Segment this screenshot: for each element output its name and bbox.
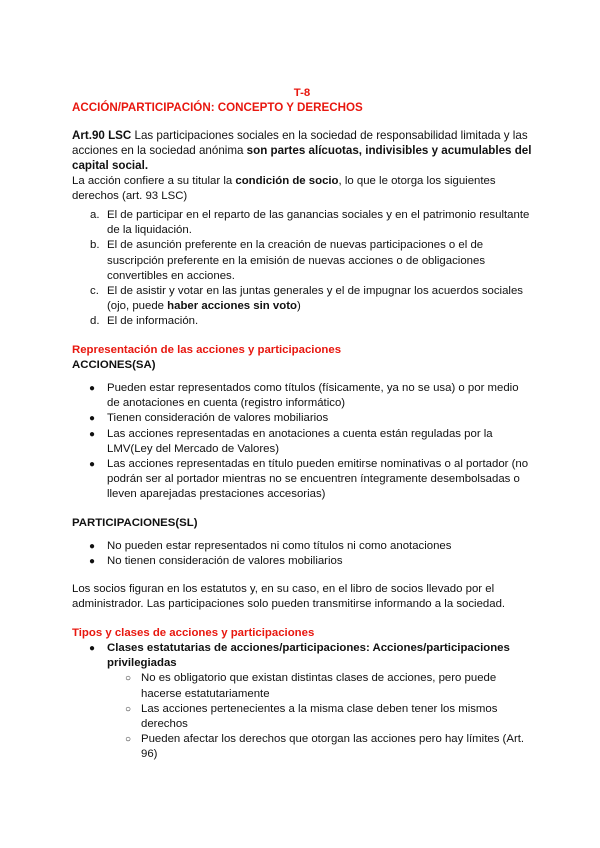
page-title: ACCIÓN/PARTICIPACIÓN: CONCEPTO Y DERECHOS	[72, 101, 363, 114]
circle-bullet-icon: ○	[125, 734, 132, 746]
participaciones-list	[72, 539, 532, 569]
list-item	[90, 284, 532, 314]
sub-list-item	[125, 671, 532, 701]
participaciones-heading: PARTICIPACIONES(SL)	[72, 516, 198, 529]
list-item	[89, 539, 532, 554]
intro-paragraph	[72, 128, 532, 174]
sub-list-item	[125, 702, 532, 732]
topic-code: T-8	[293, 87, 311, 99]
bullet-icon: ●	[89, 540, 96, 552]
list-item	[90, 238, 532, 284]
list-item-text-end: )	[296, 300, 301, 313]
bullet-icon: ●	[89, 642, 96, 654]
list-item	[89, 457, 532, 503]
socio-paragraph	[72, 174, 532, 204]
list-item-text: No pueden estar representados ni como títulos ni como anotaciones	[107, 539, 452, 552]
circle-bullet-icon: ○	[125, 703, 132, 715]
list-item	[89, 411, 532, 426]
list-item-bold: haber acciones sin voto	[167, 300, 297, 313]
list-item-text: No tienen consideración de valores mobiliarios	[107, 555, 343, 568]
sub-list-item	[125, 732, 532, 762]
intro-text-3: , lo que le otorga los siguientes derechos (art. 93 LSC)	[72, 174, 496, 202]
bullet-icon: ●	[89, 428, 96, 440]
intro-text-2: La acción confiere a su titular la	[72, 174, 236, 187]
bullet-icon: ●	[89, 556, 96, 568]
article-label: Art.90 LSC	[72, 129, 132, 142]
socios-paragraph: Los socios figuran en los estatutos y, en su caso, en el libro de socios llevado por el administrador. Las participaciones solo pueden transmitirse informando a la sociedad.	[72, 583, 506, 611]
list-marker: d.	[90, 315, 100, 328]
list-item-text: El de asunción preferente en la creación de nuevas participaciones o el de suscripción preferente en la emisión de nuevas acciones o de obligaciones convertibles en acciones.	[107, 239, 486, 282]
intro-bold-2: condición de socio	[235, 174, 339, 187]
list-item-text: Las acciones representadas en anotaciones a cuenta están reguladas por la LMV(Ley del Mercado de Valores)	[107, 427, 493, 455]
list-marker: a.	[90, 209, 100, 222]
rights-list	[72, 208, 532, 330]
list-item	[90, 208, 532, 238]
list-item-heading: Clases estatutarias de acciones/participaciones: Acciones/participaciones privilegiadas	[107, 641, 510, 670]
acciones-heading: ACCIONES(SA)	[72, 358, 156, 371]
intro-text-1: Las participaciones sociales en la sociedad de responsabilidad limitada y las acciones en la sociedad anónima	[72, 129, 528, 158]
acciones-list	[72, 381, 532, 503]
sub-list-item-text: Las acciones pertenecientes a la misma clase deben tener los mismos derechos	[141, 702, 498, 730]
document-page	[72, 86, 532, 763]
bullet-icon: ●	[89, 383, 96, 395]
list-item-text: El de participar en el reparto de las ganancias sociales y en el patrimonio resultante de la liquidación.	[107, 209, 530, 237]
circle-bullet-icon: ○	[125, 673, 132, 685]
list-item	[89, 381, 532, 411]
tipos-sublist	[107, 671, 532, 762]
list-item	[90, 314, 532, 329]
list-marker: c.	[90, 285, 99, 298]
list-item	[89, 554, 532, 569]
sub-list-item-text: Pueden afectar los derechos que otorgan las acciones pero hay límites (Art. 96)	[141, 733, 525, 761]
section-heading-tipos: Tipos y clases de acciones y participaciones	[72, 626, 315, 639]
list-item-text: El de información.	[107, 315, 199, 328]
section-heading-representacion: Representación de las acciones y participaciones	[72, 343, 342, 356]
list-marker: b.	[90, 239, 100, 252]
bullet-icon: ●	[89, 413, 96, 425]
list-item-text: El de asistir y votar en las juntas generales y el de impugnar los acuerdos sociales (ojo, puede	[107, 285, 523, 313]
bullet-icon: ●	[89, 459, 96, 471]
list-item	[89, 427, 532, 457]
list-item-text: Las acciones representadas en título pueden emitirse nominativas o al portador (no podrán ser al portador mientras no se encuentren íntegramente desembolsadas o lleven aparejadas prestaciones accesorias)	[107, 458, 529, 501]
list-item-text: Pueden estar representados como títulos (físicamente, ya no se usa) o por medio de anotaciones en cuenta (registro informático)	[107, 382, 519, 410]
intro-bold-1: son partes alícuotas, indivisibles y acumulables del capital social.	[72, 144, 532, 173]
tipos-list	[72, 641, 532, 763]
list-item	[89, 641, 532, 763]
sub-list-item-text: No es obligatorio que existan distintas clases de acciones, pero puede hacerse estatutariamente	[141, 672, 497, 700]
list-item-text: Tienen consideración de valores mobiliarios	[107, 412, 329, 425]
